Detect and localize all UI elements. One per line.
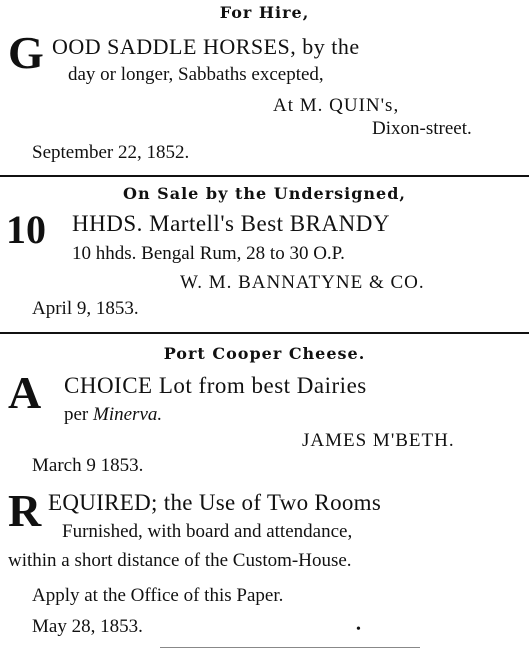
ad-signature: W. M. BANNATYNE & CO. [180, 272, 425, 293]
drop-cap: G [8, 27, 44, 78]
drop-number: 10 [6, 207, 46, 252]
ad-address: At M. QUIN's, [273, 95, 400, 116]
ad-date: May 28, 1853. [32, 616, 143, 637]
ad-line: EQUIRED; the Use of Two Rooms [48, 490, 382, 515]
ad-line: Apply at the Office of this Paper. [32, 585, 284, 606]
ad-date: March 9 1853. [32, 455, 144, 476]
ad-heading: Port Cooper Cheese. [163, 344, 366, 363]
ad-date: September 22, 1852. [32, 142, 190, 163]
drop-cap: R [8, 485, 42, 536]
ad-line: within a short distance of the Custom-House. [8, 550, 352, 571]
ad-heading: On Sale by the Undersigned, [123, 184, 406, 203]
ad-line: HHDS. Martell's Best BRANDY [72, 211, 390, 236]
ad-line: OOD SADDLE HORSES, by the [52, 34, 360, 59]
ad-line: day or longer, Sabbaths excepted, [68, 64, 324, 85]
bottom-rule [160, 647, 420, 648]
divider-rule [0, 332, 529, 334]
ad-line [64, 404, 162, 426]
divider-rule [0, 175, 529, 177]
ship-name: Minerva. [93, 404, 163, 425]
ad-line: Furnished, with board and attendance, [62, 521, 353, 542]
ornament-dot: • [356, 622, 361, 637]
drop-cap: A [8, 367, 42, 418]
ad-signature: JAMES M'BETH. [302, 430, 455, 451]
ad-date: April 9, 1853. [32, 298, 139, 319]
ad-line: CHOICE Lot from best Dairies [64, 373, 367, 398]
ad-heading: For Hire, [219, 3, 310, 22]
ad-line: 10 hhds. Bengal Rum, 28 to 30 O.P. [72, 243, 345, 264]
ad-address: Dixon-street. [372, 118, 472, 139]
ad-text: per [64, 404, 94, 425]
